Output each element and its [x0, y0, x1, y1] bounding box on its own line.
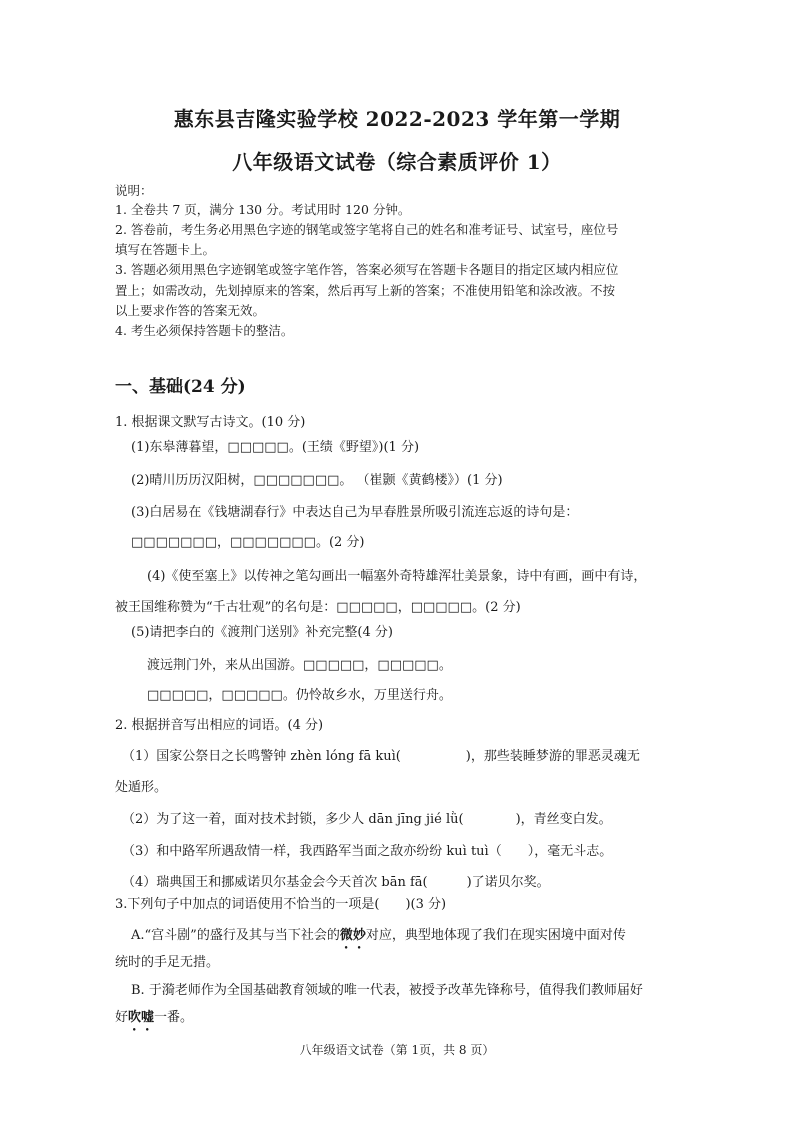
instructions-heading: 说明： — [115, 183, 153, 198]
question-1-item-1: (1)东皋薄暮望，□□□□□。(王绩《野望》)(1 分) — [131, 440, 420, 455]
question-2-item-2: （2）为了这一着，面对技术封锁，多少人 dān jīng jié lǜ( )，青丝变白发。 — [122, 812, 612, 827]
question-1-item-3: (3)白居易在《钱塘湖春行》中表达自己为早春胜景所吸引流连忘返的诗句是： — [131, 505, 579, 520]
question-3-option-a-cont: 统时的手足无措。 — [115, 955, 220, 970]
question-1-item-5-line-2: □□□□□，□□□□□。仍怜故乡水，万里送行舟。 — [147, 688, 452, 703]
question-1-item-5: (5)请把李白的《渡荆门送别》补充完整(4 分) — [131, 625, 393, 640]
option-b-text-before: 好 — [115, 1010, 129, 1025]
question-1-item-3-answer: □□□□□□□，□□□□□□□。(2 分) — [131, 535, 365, 550]
option-a-text-after: 对应，典型地体现了我们在现实困境中面对传 — [365, 928, 626, 943]
emphasized-word: 微妙 — [339, 928, 366, 943]
question-2-item-1: （1）国家公祭日之长鸣警钟 zhèn lóng fā kuì( )，那些装睡梦游的罪恶灵魂无 — [122, 749, 640, 764]
option-a-text-before: A.“宫斗剧”的盛行及其与当下社会的 — [131, 928, 340, 943]
question-1-item-4-cont: 被王国维称赞为“千古壮观”的名句是：□□□□□，□□□□□。(2 分) — [115, 600, 521, 615]
exam-title-subject: 八年级语文试卷（综合素质评价 1） — [232, 150, 562, 174]
question-3-option-b: B. 于漪老师作为全国基础教育领域的唯一代表，被授予改革先锋称号，值得我们教师届好 — [131, 983, 643, 998]
question-1-item-2: (2)晴川历历汉阳树，□□□□□□□。 （崔颢《黄鹤楼》）(1 分) — [131, 473, 503, 488]
section-heading: 一、基础(24 分) — [115, 377, 246, 397]
question-1-stem: 1. 根据课文默写古诗文。(10 分) — [115, 415, 306, 430]
instruction-line: 3. 答题必须用黑色字迹钢笔或签字笔作答，答案必须写在答题卡各题目的指定区域内相应位 — [115, 262, 619, 277]
question-1-item-4: (4)《使至塞上》以传神之笔勾画出一幅塞外奇特雄浑壮美景象，诗中有画，画中有诗， — [147, 569, 647, 584]
instruction-line: 4. 考生必须保持答题卡的整洁。 — [115, 323, 294, 338]
instruction-line: 2. 答卷前，考生务必用黑色字迹的钢笔或签字笔将自己的姓名和准考证号、试室号，座位号 — [115, 222, 619, 237]
emphasized-word: 吹嘘 — [128, 1010, 155, 1025]
page-footer: 八年级语文试卷（第 1页，共 8 页） — [299, 1043, 495, 1057]
question-3-option-b-cont — [115, 1006, 193, 1034]
instruction-line: 1. 全卷共 7 页，满分 130 分。考试用时 120 分钟。 — [115, 202, 411, 217]
instruction-line: 置上；如需改动，先划掉原来的答案，然后再写上新的答案；不准使用铅笔和涂改液。不按 — [115, 283, 616, 298]
question-3-option-a — [131, 924, 626, 952]
instruction-line: 以上要求作答的答案无效。 — [115, 303, 266, 318]
question-3-stem: 3.下列句子中加点的词语使用不恰当的一项是( )(3 分) — [115, 897, 447, 912]
question-2-stem: 2. 根据拼音写出相应的词语。(4 分) — [115, 718, 324, 733]
option-b-text-after: 一番。 — [154, 1010, 194, 1025]
question-2-item-1-cont: 处遁形。 — [115, 780, 168, 795]
question-2-item-3: （3）和中路军所遇敌情一样，我西路军当面之敌亦纷纷 kuì tuì（ ），毫无斗志。 — [122, 844, 613, 859]
instruction-line: 填写在答题卡上。 — [115, 242, 216, 257]
question-2-item-4: （4）瑞典国王和挪威诺贝尔基金会今天首次 bān fā( )了诺贝尔奖。 — [122, 875, 550, 890]
exam-title-school: 惠东县吉隆实验学校 2022-2023 学年第一学期 — [173, 107, 621, 131]
question-1-item-5-line-1: 渡远荆门外，来从出国游。□□□□□，□□□□□。 — [147, 658, 452, 673]
